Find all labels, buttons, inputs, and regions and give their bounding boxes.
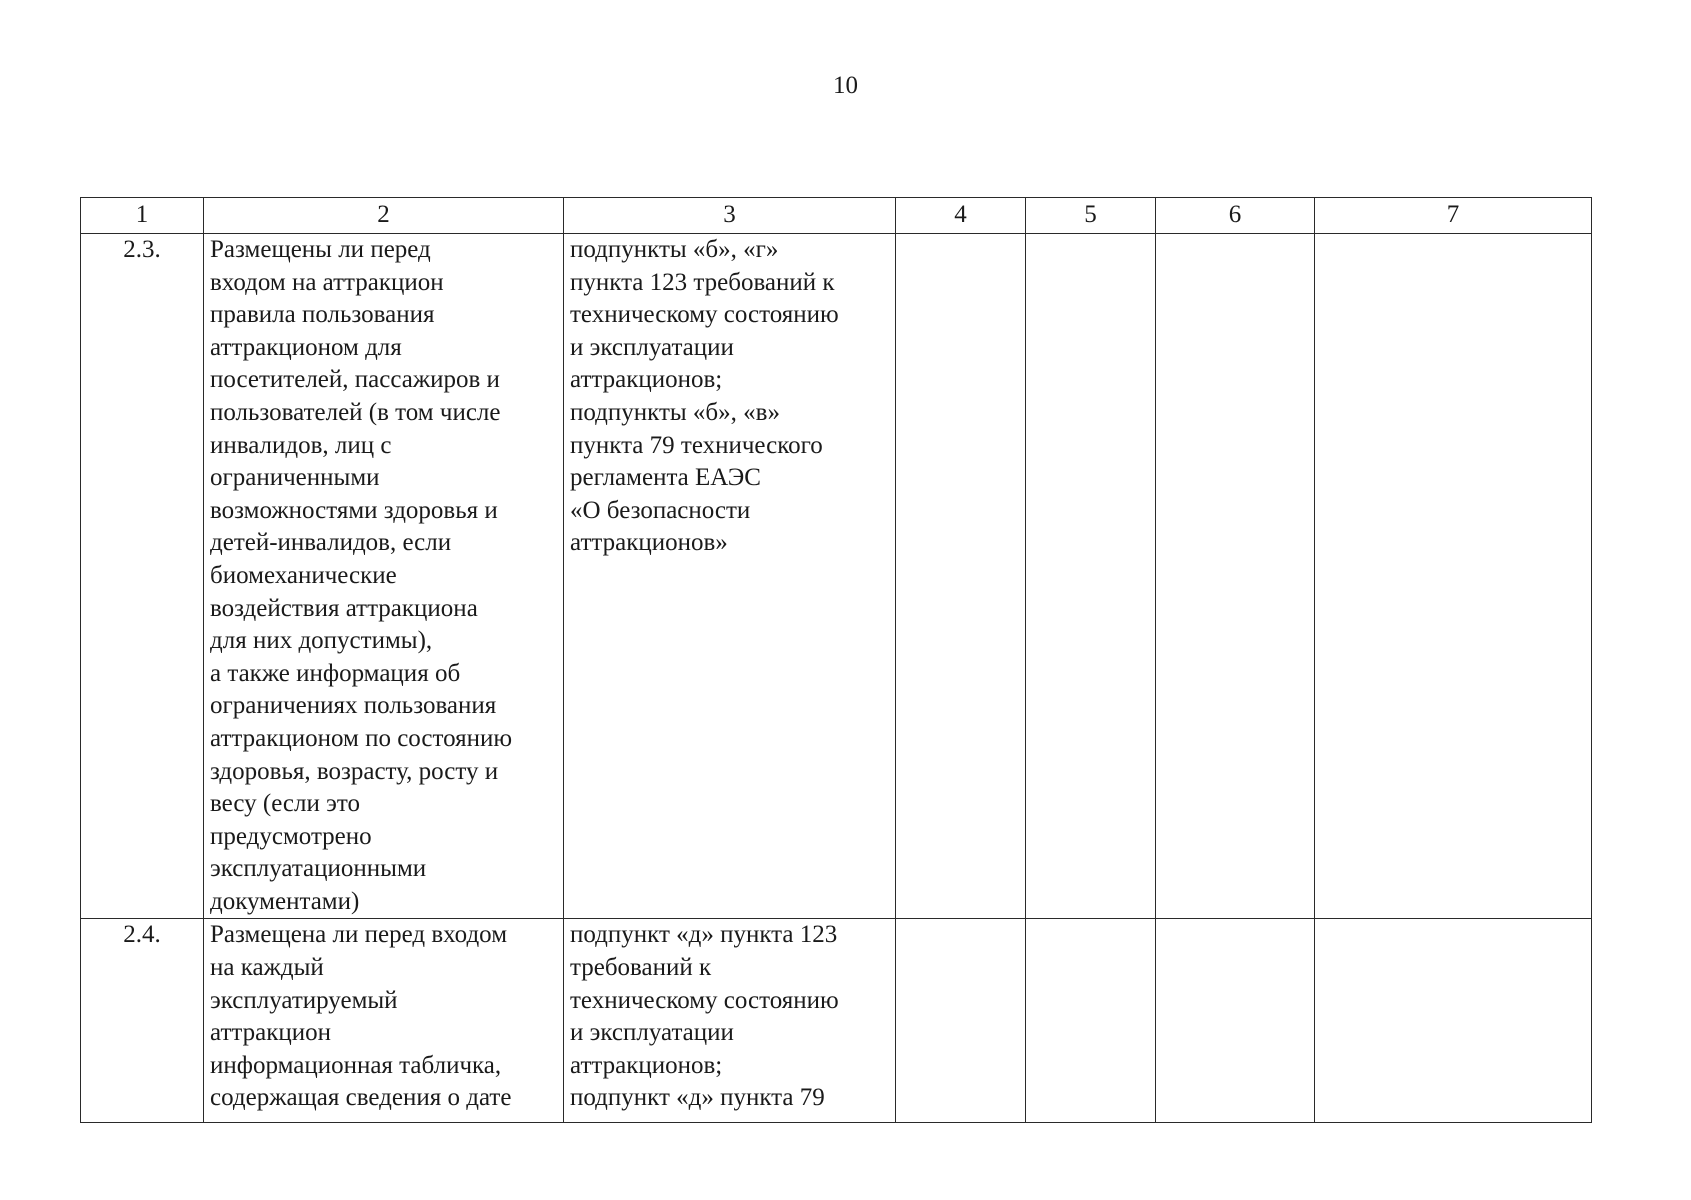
answer-cell-4 [896, 919, 1026, 1123]
column-header: 4 [896, 198, 1026, 234]
answer-cell-5 [1026, 234, 1156, 919]
row-number: 2.4. [81, 919, 204, 1123]
column-header: 2 [204, 198, 564, 234]
answer-cell-5 [1026, 919, 1156, 1123]
column-header: 7 [1315, 198, 1592, 234]
table-row [81, 919, 1592, 1123]
column-header: 6 [1156, 198, 1315, 234]
column-header: 5 [1026, 198, 1156, 234]
answer-cell-7 [1315, 234, 1592, 919]
requirement-question: Размещены ли перед входом на аттракцион правила пользования аттракционом для посетителей, пассажиров и пользователей (в том числе инвалидов, лиц с ограниченными возможностями здоровья и детей-инвалидов, если биомеханические воздействия аттракциона для них допустимы), а также информация об ограничениях пользования аттракционом по состоянию здоровья, возрасту, росту и весу (если это предусмотрено эксплуатационными документами) [204, 234, 564, 919]
regulation-reference: подпункт «д» пункта 123 требований к техническому состоянию и эксплуатации аттракционов; подпункт «д» пункта 79 [564, 919, 896, 1123]
answer-cell-6 [1156, 234, 1315, 919]
column-header: 1 [81, 198, 204, 234]
checklist-table [80, 197, 1592, 1123]
requirement-question: Размещена ли перед входом на каждый эксплуатируемый аттракцион информационная табличка, содержащая сведения о дате [204, 919, 564, 1123]
table-row [81, 234, 1592, 919]
page-number: 10 [833, 72, 858, 99]
regulation-reference: подпункты «б», «г» пункта 123 требований к техническому состоянию и эксплуатации аттракционов; подпункты «б», «в» пункта 79 технического регламента ЕАЭС «О безопасности аттракционов» [564, 234, 896, 919]
answer-cell-6 [1156, 919, 1315, 1123]
column-header: 3 [564, 198, 896, 234]
answer-cell-4 [896, 234, 1026, 919]
answer-cell-7 [1315, 919, 1592, 1123]
table-header-row [81, 198, 1592, 234]
row-number: 2.3. [81, 234, 204, 919]
